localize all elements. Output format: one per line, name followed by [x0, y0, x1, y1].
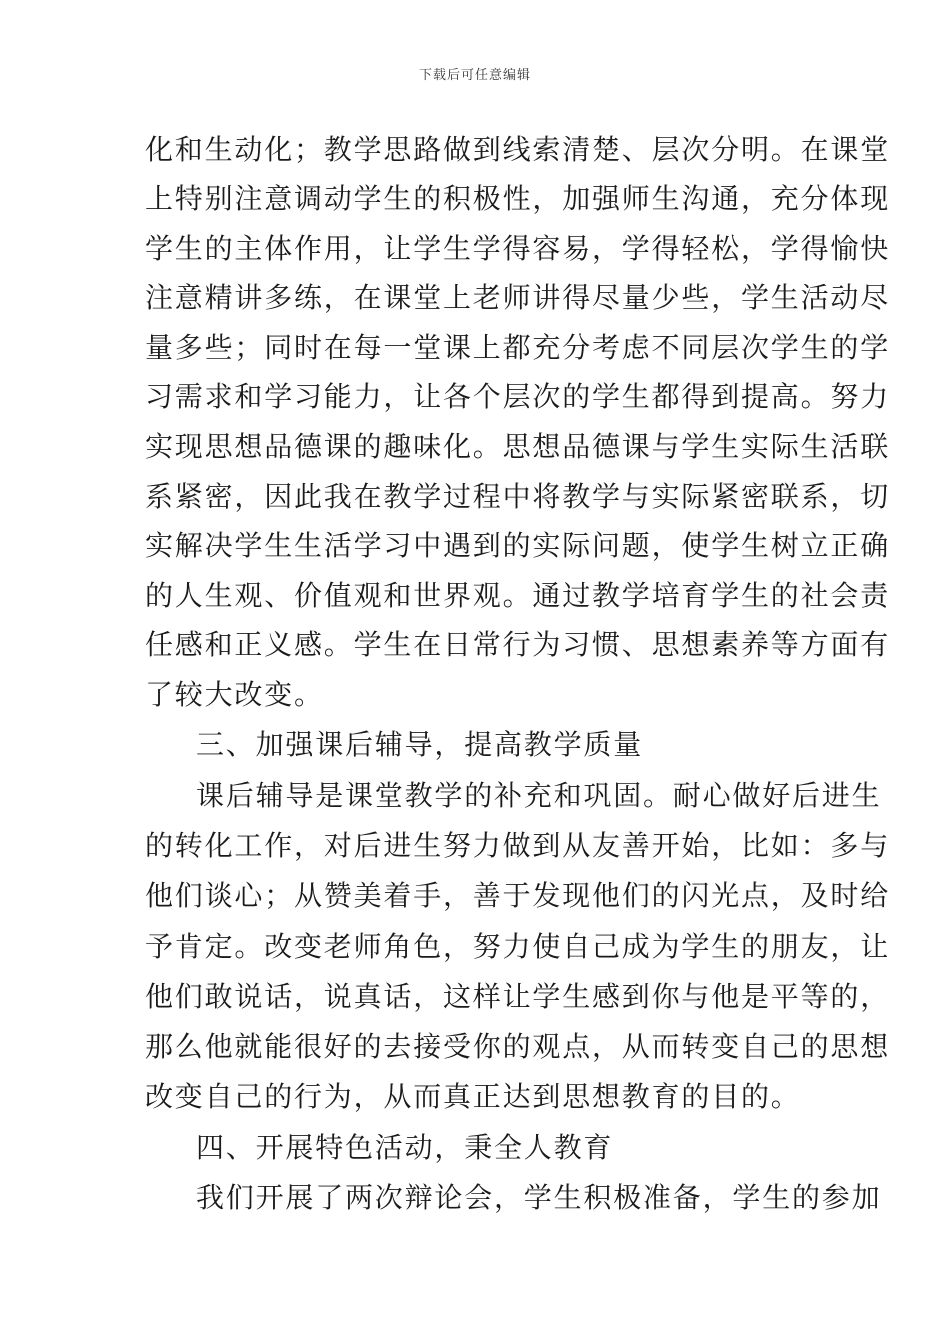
text-line: 注意精讲多练，在课堂上老师讲得尽量少些，学生活动尽 [145, 281, 891, 314]
section-heading: 三、加强课后辅导，提高教学质量 [196, 728, 644, 761]
page-header: 下载后可任意编辑 [418, 68, 531, 83]
text-line: 量多些；同时在每一堂课上都充分考虑不同层次学生的学 [145, 331, 891, 364]
text-line: 化和生动化；教学思路做到线索清楚、层次分明。在课堂 [145, 133, 891, 166]
text-line: 了较大改变。 [145, 678, 324, 711]
text-line: 他们谈心；从赞美着手，善于发现他们的闪光点，及时给 [145, 879, 891, 912]
text-line: 实解决学生生活学习中遇到的实际问题，使学生树立正确 [145, 529, 891, 562]
text-line: 系紧密，因此我在教学过程中将教学与实际紧密联系，切 [145, 480, 891, 513]
text-line: 学生的主体作用，让学生学得容易，学得轻松，学得愉快 [145, 232, 891, 265]
text-line: 课后辅导是课堂教学的补充和巩固。耐心做好后进生 [196, 779, 882, 812]
text-line: 的人生观、价值观和世界观。通过教学培育学生的社会责 [145, 579, 891, 612]
text-line: 我们开展了两次辩论会，学生积极准备，学生的参加 [196, 1181, 882, 1214]
text-line: 予肯定。改变老师角色，努力使自己成为学生的朋友，让 [145, 930, 891, 963]
text-line: 上特别注意调动学生的积极性，加强师生沟通，充分体现 [145, 182, 891, 215]
text-line: 改变自己的行为，从而真正达到思想教育的目的。 [145, 1080, 801, 1113]
text-line: 那么他就能很好的去接受你的观点，从而转变自己的思想 [145, 1030, 891, 1063]
text-line: 的转化工作，对后进生努力做到从友善开始，比如：多与 [145, 829, 891, 862]
text-line: 实现思想品德课的趣味化。思想品德课与学生实际生活联 [145, 430, 891, 463]
text-line: 任感和正义感。学生在日常行为习惯、思想素养等方面有 [145, 628, 891, 661]
section-heading: 四、开展特色活动，秉全人教育 [196, 1131, 614, 1164]
text-line: 习需求和学习能力，让各个层次的学生都得到提高。努力 [145, 380, 891, 413]
text-line: 他们敢说话，说真话，这样让学生感到你与他是平等的， [145, 980, 891, 1013]
